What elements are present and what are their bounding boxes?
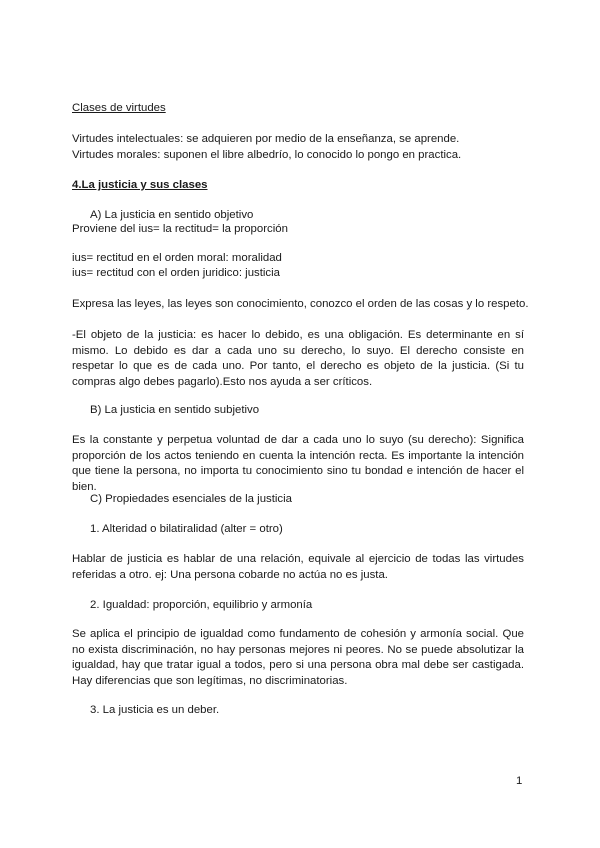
list-item-igualdad: 2. Igualdad: proporción, equilibrio y armonía (90, 599, 313, 611)
list-item-alteridad: 1. Alteridad o bilatiralidad (alter = otro) (90, 523, 283, 535)
alteridad-paragraph: Hablar de justicia es hablar de una relación, equivale al ejercicio de todas las virtudes referidas a otro. ej: Una persona cobarde no actúa no es justa. (72, 553, 524, 581)
igualdad-paragraph: Se aplica el principio de igualdad como fundamento de cohesión y armonía social. Que no exista discriminación, no hay personas mejores ni peores. No se puede absolutizar la igualdad, hay que tratar igual a todos, pero si una persona obra mal debe ser castigada. Hay diferencias que son legítimas, no discriminatorias. (72, 628, 524, 687)
expresa-line: Expresa las leyes, las leyes son conocimiento, conozco el orden de las cosas y lo respeto. (72, 298, 529, 310)
ius-moral-line: ius= rectitud en el orden moral: moralidad (72, 252, 282, 264)
list-item-deber: 3. La justicia es un deber. (90, 704, 220, 716)
chapter-heading: 4.La justicia y sus clases (72, 179, 208, 191)
sub-a-heading: A) La justicia en sentido objetivo (90, 209, 254, 221)
objeto-paragraph: -El objeto de la justicia: es hacer lo debido, es una obligación. Es determinante en sí mismo. Lo debido es dar a cada uno su derecho, lo suyo. El derecho consiste en respetar lo que es de cada uno. Por tanto, el derecho es objeto de la justicia. (Si tu compras algo debes pagarlo).Esto nos ayuda a ser críticos. (72, 329, 524, 388)
subjetivo-paragraph: Es la constante y perpetua voluntad de dar a cada uno lo suyo (su derecho): Significa proporción de los actos teniendo en cuenta la intención recta. Es importante la intención que tiene la persona, no importa tu conocimiento sino tu bondad e intención de hacer el bien. (72, 434, 524, 493)
page-number: 1 (516, 775, 523, 787)
proviene-line: Proviene del ius= la rectitud= la proporción (72, 223, 288, 235)
section-title: Clases de virtudes (72, 102, 166, 114)
virtudes-intelectuales: Virtudes intelectuales: se adquieren por medio de la enseñanza, se aprende. (72, 133, 460, 145)
ius-juridico-line: ius= rectitud con el orden juridico: justicia (72, 267, 280, 279)
sub-b-heading: B) La justicia en sentido subjetivo (90, 404, 260, 416)
virtudes-morales: Virtudes morales: suponen el libre albedrío, lo conocido lo pongo en practica. (72, 149, 462, 161)
sub-c-heading: C) Propiedades esenciales de la justicia (90, 493, 292, 505)
